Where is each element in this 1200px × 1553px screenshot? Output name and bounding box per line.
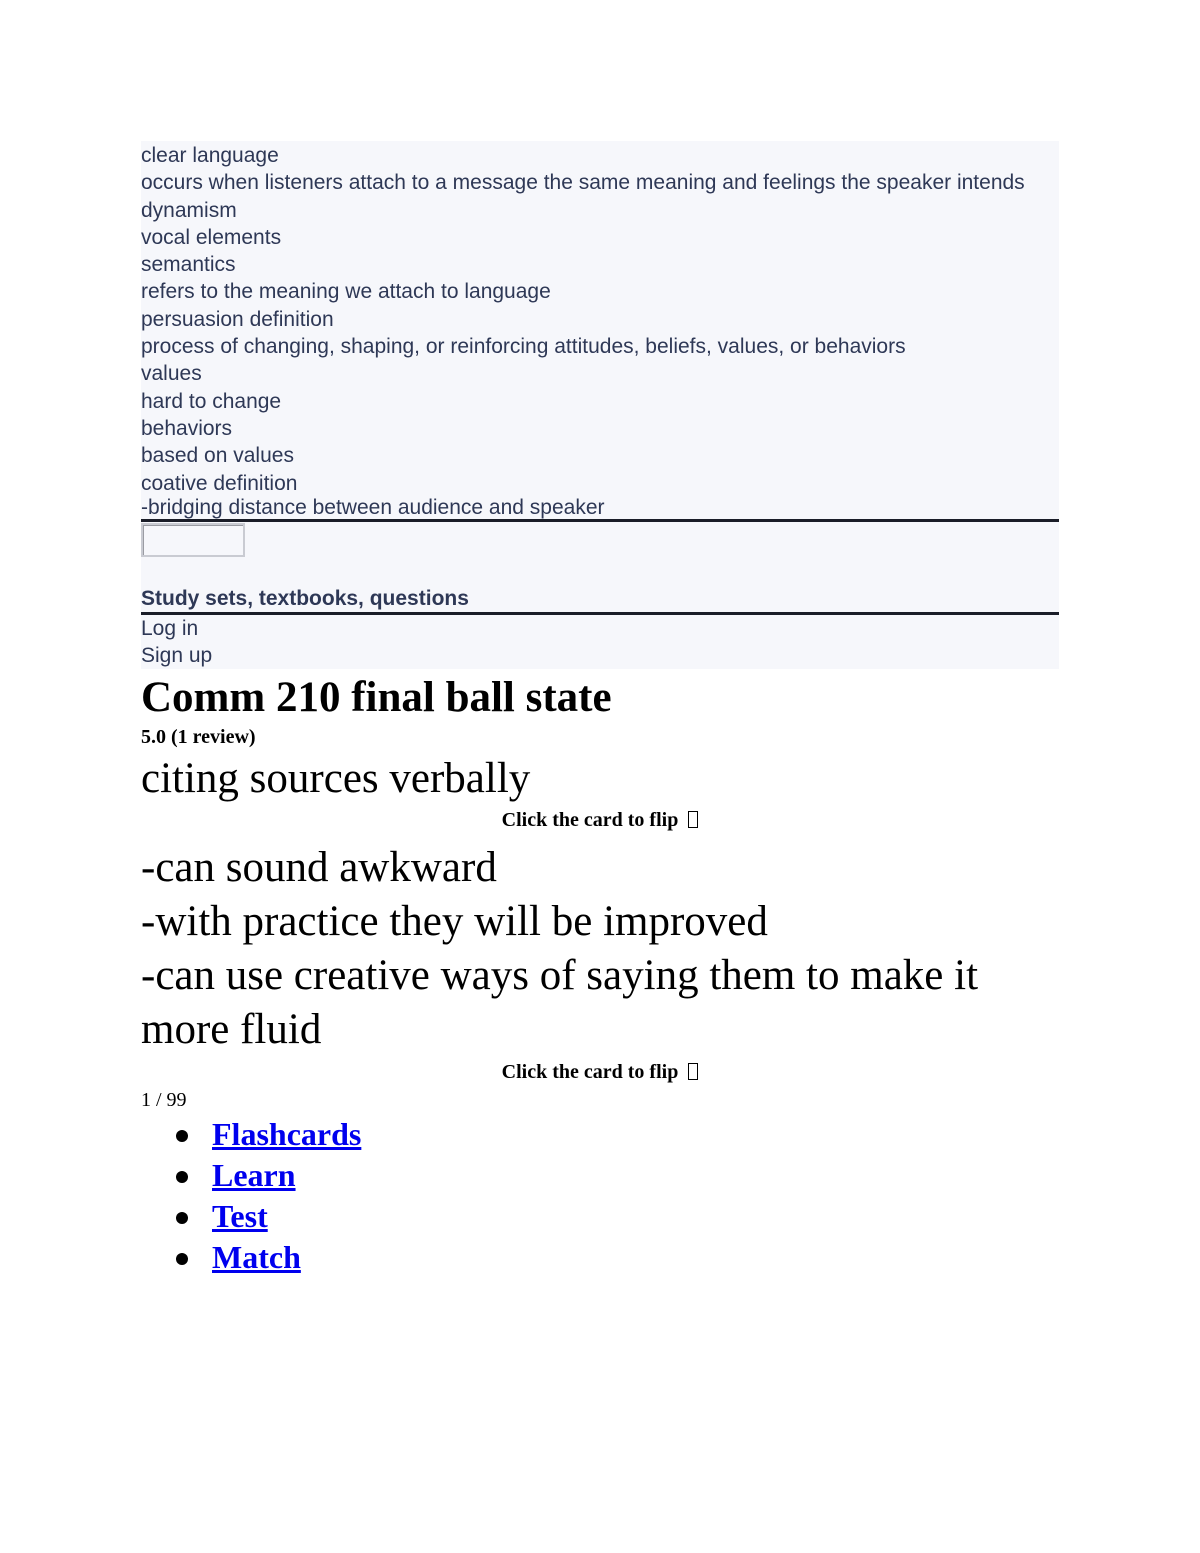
top-panel [141, 141, 1059, 669]
term-line: semantics [141, 253, 236, 277]
bullet-icon [176, 1130, 188, 1142]
flip-hint-label: Click the card to flip [501, 809, 679, 832]
definition-line: occurs when listeners attach to a message the same meaning and feelings the speaker intends [141, 171, 1025, 195]
flashcard-back-line: -with practice they will be improved [141, 898, 768, 946]
test-link[interactable]: Test [212, 1198, 268, 1235]
login-link[interactable]: Log in [141, 616, 199, 640]
flashcard-back-line: -can sound awkward [141, 844, 497, 892]
term-line: behaviors [141, 416, 233, 440]
flip-hint-label: Click the card to flip [501, 1061, 679, 1084]
flashcard-back[interactable] [141, 841, 1059, 1057]
learn-link[interactable]: Learn [212, 1157, 296, 1194]
divider [141, 519, 1059, 522]
study-mode-list [141, 1114, 1059, 1278]
definition-line: based on values [141, 444, 294, 468]
flip-hint[interactable] [141, 1057, 1059, 1087]
flashcard-front[interactable]: citing sources verbally [141, 755, 531, 803]
match-link[interactable]: Match [212, 1239, 301, 1276]
definition-line: -bridging distance between audience and speaker [141, 495, 605, 519]
spacer [141, 557, 1059, 585]
term-line: values [141, 362, 202, 386]
term-line: coative definition [141, 471, 298, 495]
flip-icon [688, 1063, 698, 1080]
flashcard-back-line: -can use creative ways of saying them to make it more fluid [141, 952, 979, 1054]
signup-link[interactable]: Sign up [141, 644, 213, 668]
list-item [141, 1114, 1059, 1155]
bullet-icon [176, 1171, 188, 1183]
search-input[interactable] [141, 523, 245, 557]
term-line: clear language [141, 144, 279, 167]
term-line: vocal elements [141, 225, 282, 249]
bullet-icon [176, 1253, 188, 1265]
list-item [141, 1155, 1059, 1196]
flip-hint[interactable] [141, 805, 1059, 835]
flashcards-link[interactable]: Flashcards [212, 1116, 362, 1153]
list-item [141, 1237, 1059, 1278]
card-counter: 1 / 99 [141, 1089, 187, 1112]
search-heading: Study sets, textbooks, questions [141, 586, 469, 610]
definition-line: hard to change [141, 389, 282, 413]
definition-line: process of changing, shaping, or reinforcing attitudes, beliefs, values, or behaviors [141, 335, 906, 359]
definition-line: refers to the meaning we attach to language [141, 280, 551, 304]
flip-icon [688, 811, 698, 828]
term-line: persuasion definition [141, 307, 334, 331]
page-title: Comm 210 final ball state [141, 674, 612, 722]
term-line: dynamism [141, 198, 237, 222]
list-item [141, 1196, 1059, 1237]
rating: 5.0 (1 review) [141, 726, 256, 749]
page-content [141, 141, 1059, 1278]
bullet-icon [176, 1212, 188, 1224]
